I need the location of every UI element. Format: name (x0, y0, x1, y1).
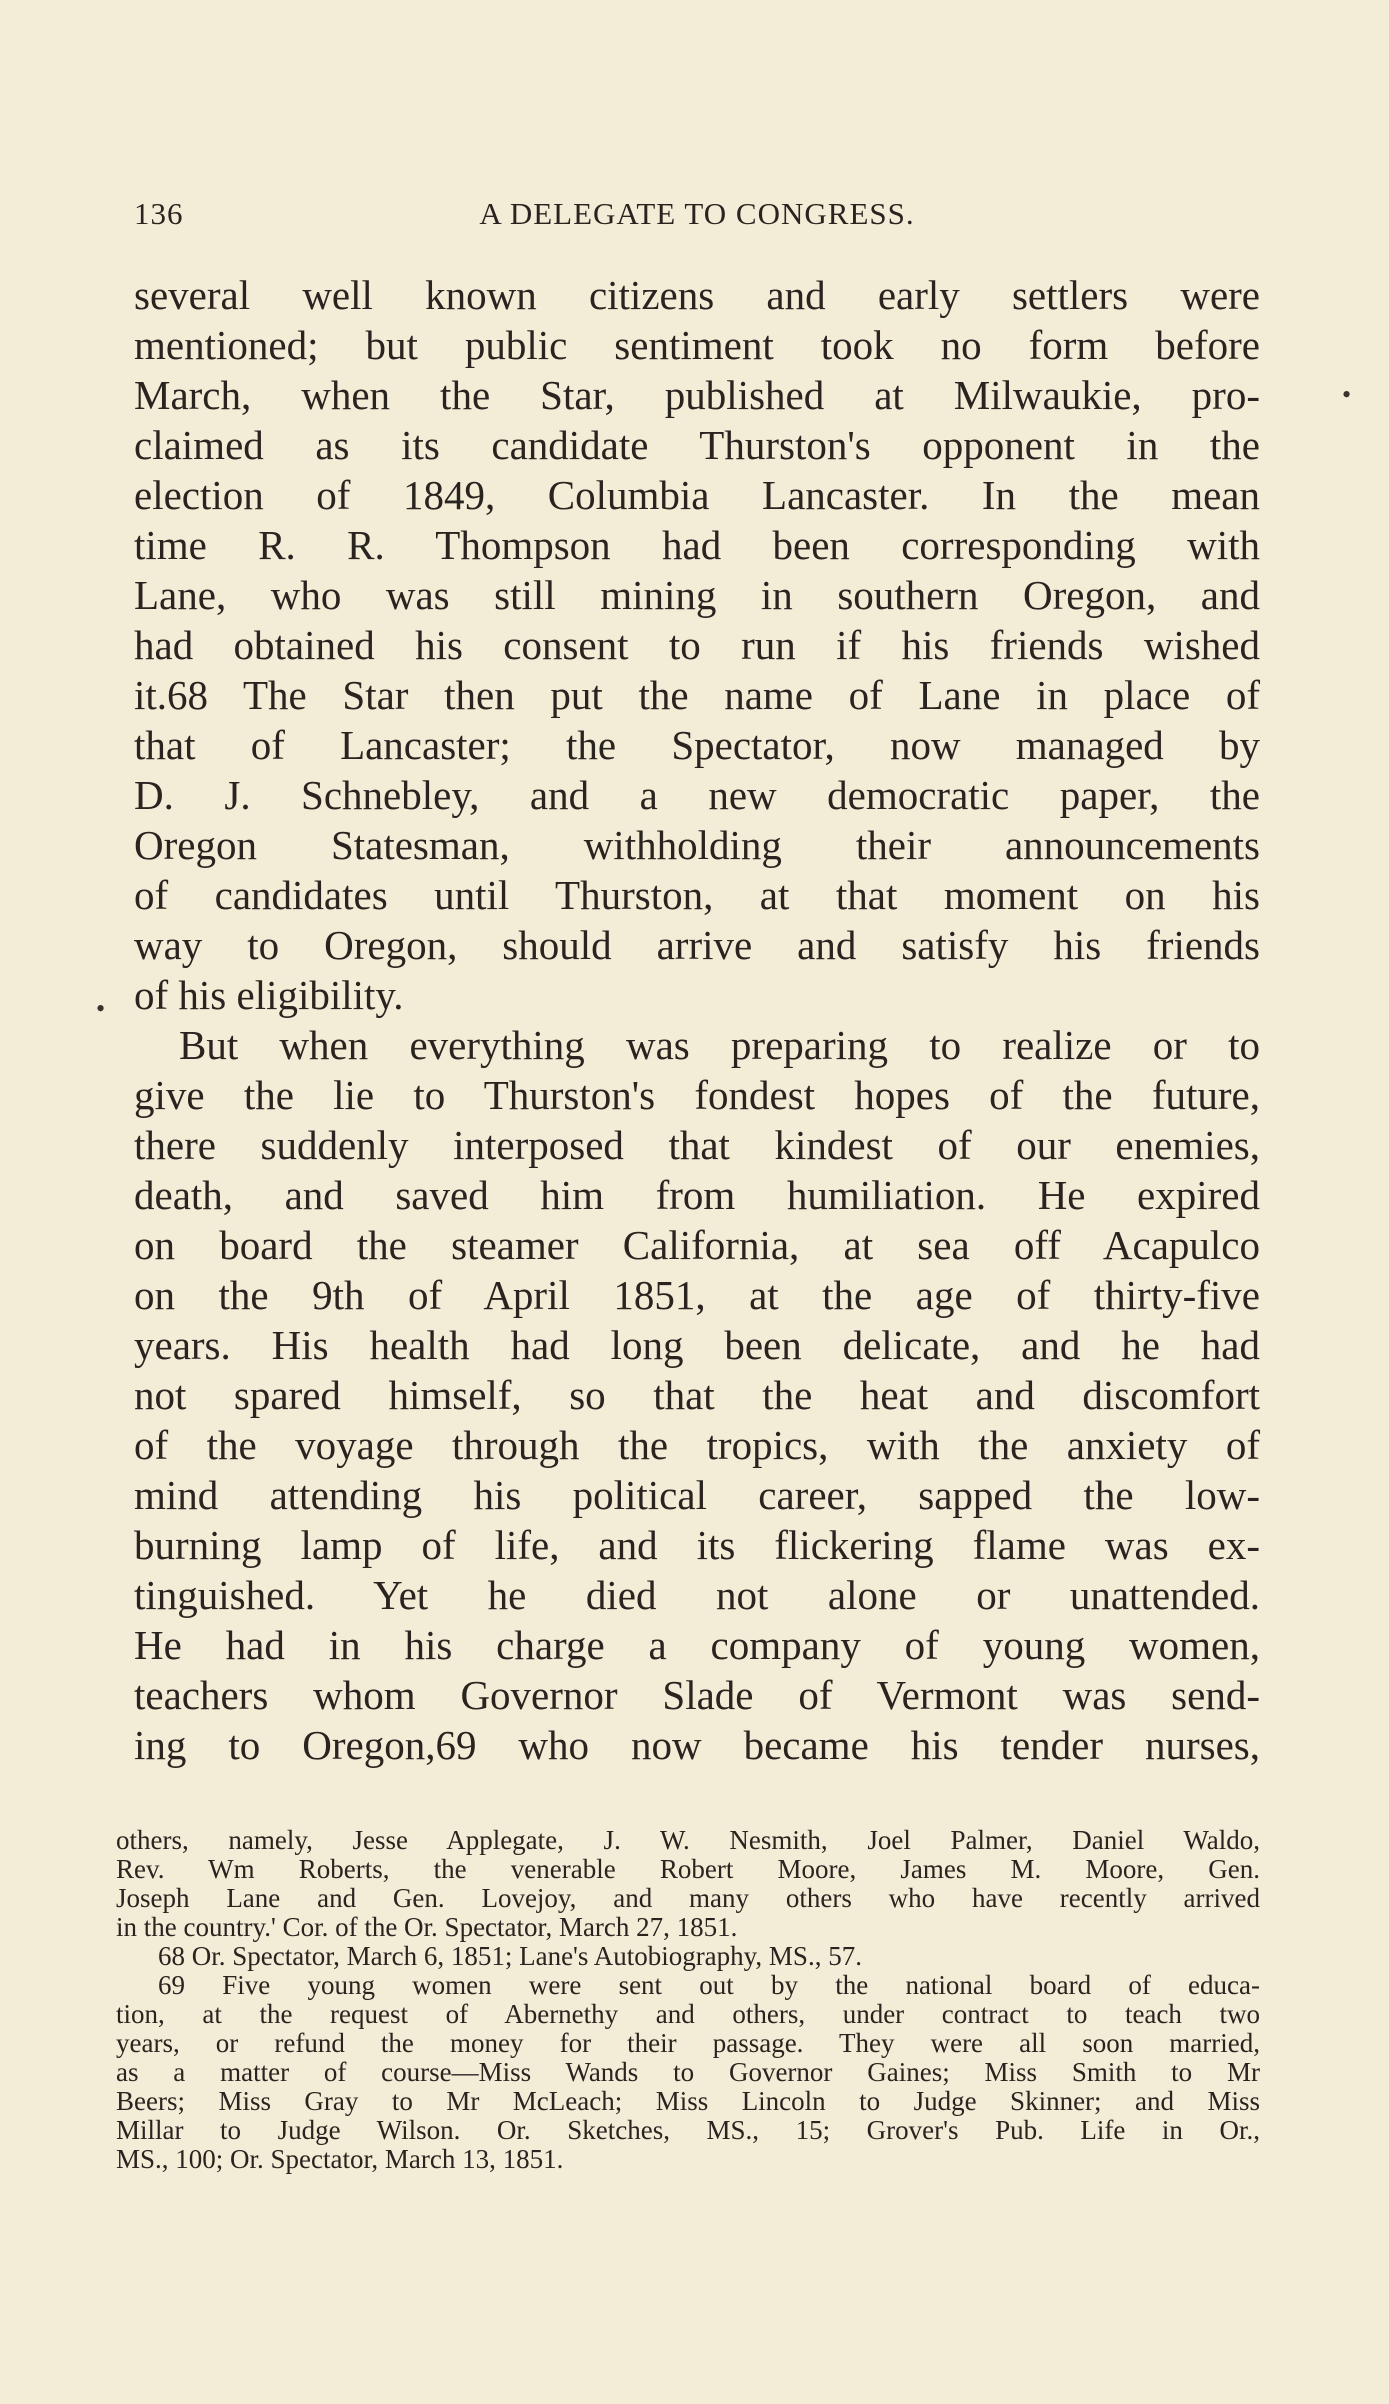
body-line: of the voyage through the tropics, with the anxiety of (134, 1422, 1260, 1468)
body-line: mentioned; but public sentiment took no form before (134, 322, 1260, 368)
body-line: He had in his charge a company of young women, (134, 1622, 1260, 1668)
body-line: March, when the Star, published at Milwaukie, pro- (134, 372, 1260, 418)
body-line: Lane, who was still mining in southern Oregon, and (134, 572, 1260, 618)
body-line: of candidates until Thurston, at that moment on his (134, 872, 1260, 918)
body-line: ing to Oregon,69 who now became his tender nurses, (134, 1722, 1260, 1768)
body-text (134, 270, 1260, 1770)
body-line: not spared himself, so that the heat and discomfort (134, 1372, 1260, 1418)
footnote-line: 69 Five young women were sent out by the national board of educa- (158, 1970, 1260, 2000)
body-line: several well known citizens and early settlers were (134, 272, 1260, 318)
footnote-line: Joseph Lane and Gen. Lovejoy, and many others who have recently arrived (116, 1883, 1260, 1913)
body-line: Oregon Statesman, withholding their announcements (134, 822, 1260, 868)
footnote-line: others, namely, Jesse Applegate, J. W. Nesmith, Joel Palmer, Daniel Waldo, (116, 1825, 1260, 1855)
body-line: had obtained his consent to run if his friends wished (134, 622, 1260, 668)
body-line: burning lamp of life, and its flickering flame was ex- (134, 1522, 1260, 1568)
footnote-line: Rev. Wm Roberts, the venerable Robert Moore, James M. Moore, Gen. (116, 1854, 1260, 1884)
body-line: claimed as its candidate Thurston's opponent in the (134, 422, 1260, 468)
footnote-line: as a matter of course—Miss Wands to Governor Gaines; Miss Smith to Mr (116, 2057, 1260, 2087)
body-line: election of 1849, Columbia Lancaster. In the mean (134, 472, 1260, 518)
body-line: tinguished. Yet he died not alone or unattended. (134, 1572, 1260, 1618)
body-line: of his eligibility. (134, 972, 404, 1018)
page-number: 136 (134, 196, 184, 231)
footnote-line: Millar to Judge Wilson. Or. Sketches, MS., 15; Grover's Pub. Life in Or., (116, 2115, 1260, 2145)
footnote-line: years, or refund the money for their passage. They were all soon married, (116, 2028, 1260, 2058)
body-line: time R. R. Thompson had been corresponding with (134, 522, 1260, 568)
body-line: there suddenly interposed that kindest of our enemies, (134, 1122, 1260, 1168)
body-line: mind attending his political career, sapped the low- (134, 1472, 1260, 1518)
body-line: years. His health had long been delicate, and he had (134, 1322, 1260, 1368)
margin-dot-mark: • (1342, 380, 1352, 409)
footnote-line: Beers; Miss Gray to Mr McLeach; Miss Lincoln to Judge Skinner; and Miss (116, 2086, 1260, 2116)
footnote-line: in the country.' Cor. of the Or. Spectator, March 27, 1851. (116, 1912, 738, 1942)
body-line: on the 9th of April 1851, at the age of thirty-five (134, 1272, 1260, 1318)
body-line: give the lie to Thurston's fondest hopes of the future, (134, 1072, 1260, 1118)
body-line: that of Lancaster; the Spectator, now managed by (134, 722, 1260, 768)
body-line: way to Oregon, should arrive and satisfy his friends (134, 922, 1260, 968)
running-title: A DELEGATE TO CONGRESS. (479, 196, 915, 231)
body-line: death, and saved him from humiliation. He expired (134, 1172, 1260, 1218)
body-line: D. J. Schnebley, and a new democratic paper, the (134, 772, 1260, 818)
margin-dot-mark: • (96, 994, 106, 1023)
body-line: But when everything was preparing to realize or to (179, 1022, 1260, 1068)
footnote-line: 68 Or. Spectator, March 6, 1851; Lane's Autobiography, MS., 57. (158, 1941, 862, 1971)
body-line: it.68 The Star then put the name of Lane in place of (134, 672, 1260, 718)
page-header (134, 196, 1260, 242)
footnote-line: tion, at the request of Abernethy and others, under contract to teach two (116, 1999, 1260, 2029)
body-line: teachers whom Governor Slade of Vermont was send- (134, 1672, 1260, 1718)
footnote-line: MS., 100; Or. Spectator, March 13, 1851. (116, 2144, 564, 2174)
body-line: on board the steamer California, at sea off Acapulco (134, 1222, 1260, 1268)
footnotes (116, 1826, 1260, 2174)
